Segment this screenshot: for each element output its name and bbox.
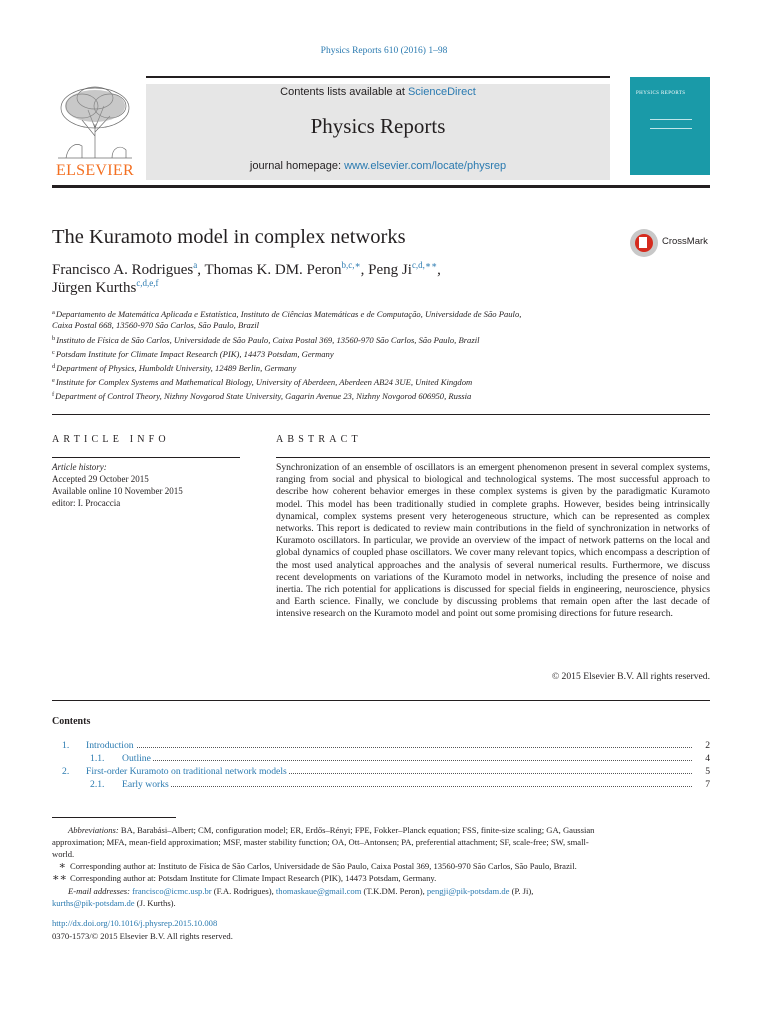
abbreviations-footnote <box>52 825 712 837</box>
article-info-rule <box>52 457 240 458</box>
footnote-mark: ∗∗ <box>52 872 67 884</box>
corresponding-author-footnote <box>52 873 712 885</box>
affiliation-key: b <box>52 335 56 342</box>
crossmark-label: CrossMark <box>662 236 708 247</box>
email-label: E-mail addresses: <box>68 886 130 896</box>
cover-title: PHYSICS REPORTS <box>636 91 686 96</box>
toc-leader <box>88 747 692 748</box>
editor: editor: I. Procaccia <box>52 498 121 508</box>
toc-title-link[interactable]: Early works <box>122 779 169 790</box>
email-link[interactable]: thomaskaue@gmail.com <box>275 886 362 896</box>
contents-heading: Contents <box>52 716 91 727</box>
author-name: Thomas K. DM. Peron <box>204 262 342 278</box>
author-separator: , <box>197 262 205 278</box>
author-separator: , <box>360 262 369 278</box>
footnote-text: Corresponding author at: Potsdam Institute for Climate Impact Research (PIK), 14473 Potsdam, Germany. <box>70 873 437 883</box>
authors-line <box>52 260 441 279</box>
abstract-rule <box>276 457 710 458</box>
doi-link[interactable]: http://dx.doi.org/10.1016/j.physrep.2015.10.008 <box>52 918 218 928</box>
abstract-copyright: © 2015 Elsevier B.V. All rights reserved. <box>551 671 710 682</box>
affiliation <box>52 347 712 360</box>
online-date: Available online 10 November 2015 <box>52 486 183 496</box>
email-link[interactable]: kurths@pik-potsdam.de <box>52 898 135 908</box>
author-affiliation-link[interactable]: b,c,∗ <box>341 260 361 270</box>
author-name: Peng Ji <box>368 262 412 278</box>
affiliation <box>52 319 712 331</box>
journal-homepage-link[interactable]: www.elsevier.com/locate/physrep <box>344 160 507 172</box>
footnote-text: Corresponding author at: Instituto de Física de São Carlos, Universidade de São Paulo, Caixa Postal 369, 13560-970 São Carlos, São Paulo, Brazil. <box>70 861 577 871</box>
abbreviations-text: BA, Barabási–Albert; CM, configuration model; ER, Erdős–Rényi; FPE, Fokker–Planck equation; FSS, finite-size scaling; GA, Gaussian <box>120 825 595 835</box>
email-footnote <box>52 886 712 898</box>
toc-leader <box>124 786 692 787</box>
affiliation-key: d <box>52 363 56 370</box>
affiliation-text: Instituto de Física de São Carlos, Universidade de São Paulo, Caixa Postal 369, 13560-970 São Carlos, São Paulo, Brazil <box>56 335 480 345</box>
affiliation-key: f <box>52 391 55 398</box>
email-link[interactable]: pengji@pik-potsdam.de <box>426 886 510 896</box>
email-owner: (J. Kurths). <box>134 898 176 908</box>
header-bottom-rule <box>52 185 710 188</box>
affiliation-text: Department of Physics, Humboldt University, 12489 Berlin, Germany <box>56 363 297 373</box>
journal-homepage-line <box>146 160 610 172</box>
authors-line <box>52 278 159 297</box>
header-top-rule <box>146 76 610 78</box>
abstract-heading: ABSTRACT <box>276 434 362 445</box>
affiliation-text: Institute for Complex Systems and Mathematical Biology, University of Aberdeen, Aberdeen AB24 3UE, United Kingdom <box>55 377 473 387</box>
abstract-text: Synchronization of an ensemble of oscillators is an emergent phenomenon present in several complex systems, ranging from social and physical to biological and technological systems. The most successful approach to describe how coherent behavior emerges in these complex systems is given by the paradigmatic Kuramoto model. This model has been traditionally studied in complete graphs. However, besides being intrinsically dynamical, complex systems present very heterogeneous structure, which can be represented as complex networks. This report is dedicated to review main contributions in the field of synchronization in networks of Kuramoto oscillators. In particular, we provide an overview of the impact of network patterns on the local and global dynamics of coupled phase oscillators. We cover many relevant topics, which encompass a description of the most used analytical approaches and the analysis of several numerical results. Furthermore, we discuss recent developments on variations of the Kuramoto model in networks, including the presence of noise and inertia. The rich potential for applications is discussed for special fields in engineering, neuroscience, physics and Earth science. Finally, we conclude by discussing problems that remain open after the last decade of intensive research on the Kuramoto model and point out some promising directions for future research. <box>276 462 710 620</box>
affiliation-key: c <box>52 349 55 356</box>
homepage-prefix: journal homepage: <box>249 160 345 172</box>
crossmark-badge[interactable] <box>630 229 718 259</box>
toc-number: 2.1. <box>90 779 105 790</box>
journal-cover-thumbnail[interactable] <box>630 77 710 175</box>
toc-entry[interactable] <box>52 753 710 766</box>
abbreviations-label: Abbreviations: <box>68 825 119 835</box>
elsevier-wordmark: ELSEVIER <box>56 162 134 179</box>
email-link[interactable]: francisco@icmc.usp.br <box>132 886 212 896</box>
abbreviations-footnote-cont: approximation; MFA, mean-field approximation; MSF, master stability function; OA, Ott–Antonsen; PA, preferential attachment; SF, scale-free; SW, small- <box>52 837 589 847</box>
footnote-rule <box>52 817 176 818</box>
author-separator: , <box>437 262 441 278</box>
journal-title: Physics Reports <box>310 114 446 138</box>
affiliation-key: a <box>52 309 55 316</box>
toc-entry[interactable] <box>52 779 710 792</box>
article-history-label: Article history: <box>52 462 107 472</box>
author-affiliation-link[interactable]: c,d,∗∗ <box>411 260 438 270</box>
email-owner: (F.A. Rodrigues), <box>211 886 276 896</box>
crossmark-icon <box>630 229 658 257</box>
email-owner: (P. Ji), <box>509 886 534 896</box>
toc-number: 1. <box>62 740 70 751</box>
section-divider <box>52 414 710 415</box>
affiliation <box>52 361 712 374</box>
email-footnote-cont <box>52 898 712 910</box>
toc-entry[interactable] <box>52 766 710 779</box>
affiliation-key: e <box>52 377 55 384</box>
toc-leader <box>124 760 692 761</box>
affiliation-text: Caixa Postal 668, 13560-970 São Carlos, São Paulo, Brazil <box>52 320 259 330</box>
author-name: Francisco A. Rodrigues <box>52 262 194 278</box>
article-title: The Kuramoto model in complex networks <box>52 226 406 248</box>
contents-available-line <box>146 86 610 98</box>
contents-prefix: Contents lists available at <box>280 86 408 98</box>
affiliation <box>52 375 712 388</box>
author-affiliation-link[interactable]: a <box>193 260 198 270</box>
section-divider <box>52 700 710 701</box>
toc-title-link[interactable]: Introduction <box>86 740 134 751</box>
toc-number: 2. <box>62 766 70 777</box>
footnote-mark: ∗ <box>58 860 66 872</box>
cover-decoration <box>650 119 692 129</box>
author-affiliation-link[interactable]: c,d,e,f <box>136 278 159 288</box>
toc-entry[interactable] <box>52 740 710 753</box>
elsevier-tree-icon <box>52 84 138 160</box>
affiliation-text: Departamento de Matemática Aplicada e Estatística, Instituto de Ciências Matemáticas e de Computação, Universidade de São Paulo, <box>55 309 522 319</box>
toc-title-link[interactable]: First-order Kuramoto on traditional network models <box>86 766 287 777</box>
accepted-date: Accepted 29 October 2015 <box>52 474 149 484</box>
affiliation <box>52 389 712 402</box>
journal-citation[interactable]: Physics Reports 610 (2016) 1–98 <box>320 46 448 56</box>
toc-page: 5 <box>705 766 710 777</box>
abbreviations-footnote-end: world. <box>52 849 75 859</box>
corresponding-author-footnote <box>52 861 712 873</box>
affiliation-text: Potsdam Institute for Climate Impact Research (PIK), 14473 Potsdam, Germany <box>55 349 334 359</box>
toc-page: 4 <box>705 753 710 764</box>
article-info-heading: ARTICLE INFO <box>52 434 170 445</box>
affiliation <box>52 333 712 346</box>
author-name: Jürgen Kurths <box>52 280 137 296</box>
sciencedirect-link[interactable]: ScienceDirect <box>407 86 476 98</box>
affiliation-text: Department of Control Theory, Nizhny Novgorod State University, Gagarin Avenue 23, Nizhny Novgorod 606950, Russia <box>55 391 472 401</box>
toc-page: 2 <box>705 740 710 751</box>
toc-page: 7 <box>705 779 710 790</box>
email-owner: (T.K.DM. Peron), <box>361 886 427 896</box>
toc-number: 1.1. <box>90 753 105 764</box>
toc-title-link[interactable]: Outline <box>122 753 151 764</box>
issn-copyright: 0370-1573/© 2015 Elsevier B.V. All rights reserved. <box>52 931 233 941</box>
